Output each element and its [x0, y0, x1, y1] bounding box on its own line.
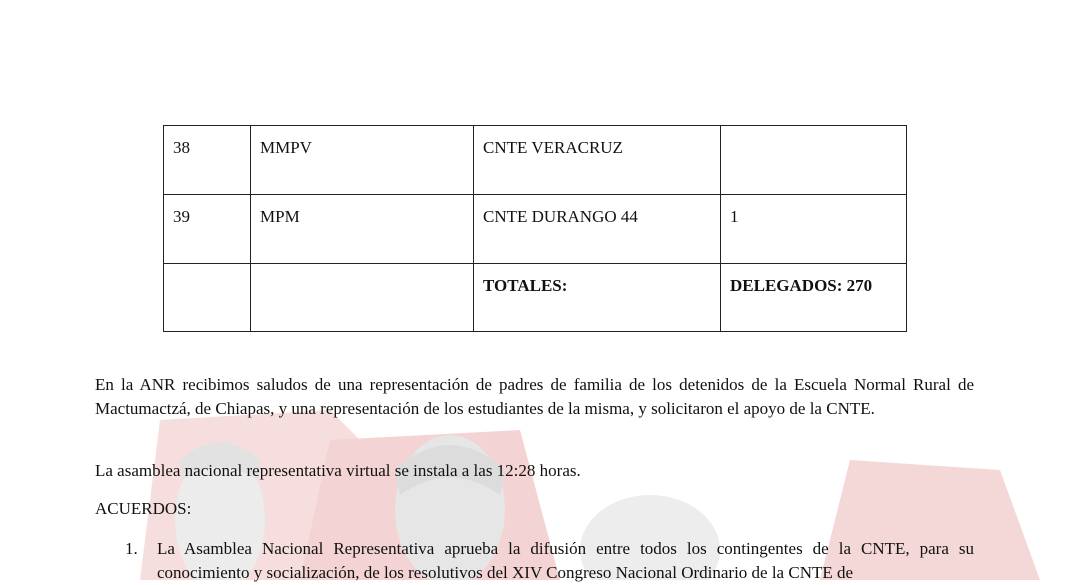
total-delegates: DELEGADOS: 270: [721, 264, 907, 332]
agreement-item: [125, 537, 974, 585]
section: CNTE DURANGO 44: [474, 195, 721, 264]
greeting-paragraph: En la ANR recibimos saludos de una representación de padres de familia de los detenidos de la Escuela Normal Rural de Mactumactzá, de Chiapas, y una representación de los estudiantes de la misma, y solicitaron el apoyo de la CNTE.: [95, 375, 974, 418]
organization: MMPV: [251, 126, 474, 195]
agreements-heading: ACUERDOS:: [95, 499, 192, 518]
table-row: [164, 195, 907, 264]
organization: MPM: [251, 195, 474, 264]
row-number: 39: [164, 195, 251, 264]
section: CNTE VERACRUZ: [474, 126, 721, 195]
delegate-count: 1: [721, 195, 907, 264]
table-row: [164, 126, 907, 195]
row-number: [164, 264, 251, 332]
agreement-number: 1.: [125, 539, 138, 558]
table-row-totals: [164, 264, 907, 332]
delegates-table: [163, 125, 907, 332]
totals-label: TOTALES:: [474, 264, 721, 332]
organization: [251, 264, 474, 332]
installation-paragraph: La asamblea nacional representativa virtual se instala a las 12:28 horas.: [95, 461, 581, 480]
row-number: 38: [164, 126, 251, 195]
delegate-count: [721, 126, 907, 195]
agreement-text: La Asamblea Nacional Representativa aprueba la difusión entre todos los contingentes de la CNTE, para su conocimiento y socialización, de los resolutivos del XIV Congreso Nacional Ordinario de la CNTE de: [157, 539, 974, 582]
